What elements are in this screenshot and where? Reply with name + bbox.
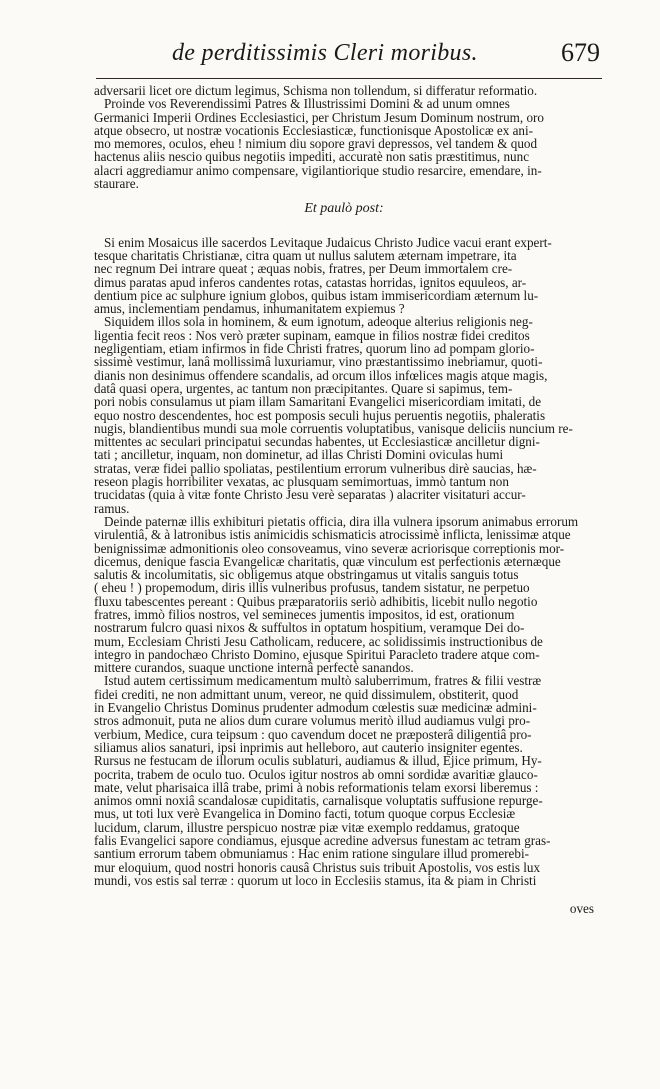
text-line: santium errorum tabem obmuniamus : Hac enim ratione singulare illud promerebi- [94,846,529,862]
text-line: reseon plagis horribiliter vexatas, ac plusquam semimortuas, immò tantum non [94,474,509,490]
text-line: pocrita, trabem de oculo tuo. Oculos igitur nostros ab omni sordidæ avaritiæ glauco- [94,766,538,782]
text-line: mur eloquium, quod nostri honoris causâ Christus suis tribuit Apostolis, vos estis lux [94,859,541,875]
text-line: Proinde vos Reverendissimi Patres & Illustrissimi Domini & ad unum omnes [104,96,510,112]
paragraph-3 [94,315,594,514]
text-line: integro in pandochæo Christo Domino, ejusque Spiritui Paracleto tradere atque com- [94,646,540,662]
text-line: benignissimæ admonitionis oleo consoveamus, vino severæ acriorisque correptionis mor- [94,540,565,556]
text-line: animos omni noxiâ scandalosæ cupiditatis, carnalisque voluptatis suffusione repurge- [94,793,543,809]
text-line: Deinde paternæ illis exhibituri pietatis officia, dira illa vulnera ipsorum animabus errorum [104,513,579,529]
text-line: trucidatas (quia à vitæ fonte Christo Jesu verè separatas ) alacriter visitaturi accur- [94,487,526,503]
running-title: de perditissimis Cleri moribus. [172,40,478,66]
text-line: stratas, veræ fidei pallio spoliatas, pestilentium errorum vulneribus dirè saucias, hæ- [94,460,537,476]
text-line: mate, velut pharisaica illâ trabe, primi à nobis reformationis telam exorsi liberemus : [94,779,539,795]
text-line: mo memores, oculos, eheu ! nimium diu sopore gravi depressos, vel tandem & quod [94,136,538,152]
text-line: equo nostro descendentes, hoc est pomposis seculi hujus peruentis negotiis, phaleratis [94,407,546,423]
text-line: dimus paratas apud inferos candentes rotas, catastas horridas, ignitos equuleos, ar- [94,274,527,290]
text-line: datâ quasi opera, urgentes, ac tantum non præcipitantes. Quare si sapimus, tem- [94,380,513,396]
text-line: nostrarum fulcro quasi nixos & suffultos in optatum hospitium, veramque Dei do- [94,620,525,636]
text-line: sissimè vestimur, lanâ mollissimâ luxuriamur, vino præstantissimo inebriamur, quoti- [94,354,543,370]
text-line: in Evangelio Christus Dominus prudenter admodum cœlestis suæ medicinæ admini- [94,700,537,716]
text-line: ( eheu ! ) propemodum, diris illis vulneribus profusus, tandem sistatur, ne perpetuo [94,580,530,596]
text-line: nugis, blandientibus mundi sua mole corruentis voluptatibus, vanisque deliciis nuncium re- [94,420,573,436]
text-line: dianis non desinimus offendere scandalis, ad orcum illos infœlices magis atque magis, [94,367,548,383]
text-line: mittere curandos, suaque unctione internâ perfectè sanandos. [94,660,414,676]
text-line: negligentiam, etiam infirmos in fide Christi fratres, quorum lino ad pompam glorio- [94,341,535,357]
text-line: mittentes ac seculari principatui secundas habentes, ut Ecclesiasticæ ancilletur digni- [94,434,540,450]
text-line: Si enim Mosaicus ille sacerdos Levitaque Judaicus Christo Judice vacui erant expert- [104,234,552,250]
text-line: alacri aggrediamur animo compensare, vigilantiorique studio resarcire, emendare, in- [94,162,542,178]
text-line: amus, inclementiam pendamus, inhumanitatem expiemus ? [94,301,405,317]
text-line: Siquidem illos sola in hominem, & eum ignotum, adeoque alterius religionis neg- [104,314,533,330]
text-line: pori nobis consulamus ut piam illam Samaritani Evangelici misericordiam imitati, de [94,394,542,410]
text-line: tesque charitatis Christianæ, citra quam ut nullus salutem æternam impetrare, ita [94,247,517,263]
text-line: mus, ut toti lux verè Evangelica in Domino facti, totum quoque corpus Ecclesiæ [94,806,516,822]
text-line: fluxu tabescentes pereant : Quibus præparatoriis seriò adhibitis, licebit nullo negotio [94,593,538,609]
text-line: falis Evangelici sapore condiamus, ejusque acredine adversus funestam ac tetram gras- [94,833,551,849]
text-line: fratres, immò filios nostros, vel semineces jumentis impositos, id est, orationum [94,606,515,622]
text-line: salutis & incolumitatis, sic obligemus atque obstringamus ut vitalis sanguis totus [94,567,519,583]
paragraph-4 [94,515,594,675]
paragraph-5 [94,674,594,900]
text-line: verbium, Medice, cura teipsum : quo cavendum docet ne præposterâ diligentiâ pro- [94,726,532,742]
paragraph-1 [94,84,594,190]
text-line: lucidum, clarum, illustre perspicuo nostræ piæ vitæ exemplo reddamus, gratoque [94,819,520,835]
section-subheading: Et paulò post: [304,201,384,217]
body-text [94,84,594,915]
text-line: hactenus aliis nescio quibus negotiis impediti, accuratè non satis præstitimus, nunc [94,149,530,165]
text-line: dicemus, denique fascia Evangelicæ charitatis, quæ vinculum est perfectionis æternæque [94,553,561,569]
text-line: siliamus alios sanaturi, ipsi inprimis aut helleboro, aut cauterio insigniter egentes. [94,739,523,755]
text-line: mundi, vos estis sal terræ : quorum ut loco in Ecclesiis stamus, ita & piam in Christi [94,872,537,888]
text-line: Germanici Imperii Ordines Ecclesiastici, per Christum Jesum Dominum nostrum, oro [94,109,544,125]
page-header [96,36,602,79]
text-line: nec regnum Dei intrare queat ; æquas nobis, fratres, per Deum immortalem cre- [94,261,513,277]
text-line: atque obsecro, ut nostræ vocationis Ecclesiasticæ, functionisque Apostolicæ ex ani- [94,122,534,138]
text-line: ramus. [94,500,130,516]
paragraph-2 [94,236,594,316]
text-line: staurare. [94,176,139,192]
text-line: dentium pice ac sulphure ignium globos, quibus istam immisericordiam æternum lu- [94,287,539,303]
text-line: fidei crediti, ne non admittant unum, vereor, ne quid dissimulem, obstiterit, quod [94,686,519,702]
text-line [94,887,594,900]
text-line: stros admonuit, puta ne alios dum curare volumus meritò illud audiamus vulgi pro- [94,713,531,729]
catchword: oves [569,900,594,916]
text-line: mum, Ecclesiam Christi Jesu Catholicam, reducere, ac solidissimis instructionibus de [94,633,543,649]
text-line: adversarii licet ore dictum legimus, Schisma non tollendum, si differatur reformatio. [94,83,538,98]
text-line: tati ; ancilletur, inquam, non dominetur, ad illas Christi Domini oviculas humi [94,447,504,463]
text-line: virulentiâ, & à latronibus istis animicidis schismaticis atrocissimè inflicta, lenissimæ atque [94,527,571,543]
page-number: 679 [561,38,600,67]
text-line: Rursus ne festucam de illorum oculis sublaturi, audiamus & illud, Ejice primum, Hy- [94,753,542,769]
text-line: ligentia fecit reos : Nos verò præter supinam, eamque in filios nostræ fidei creditos [94,327,530,343]
text-line: Istud autem certissimum medicamentum multò saluberrimum, fratres & filii vestræ [104,673,542,689]
